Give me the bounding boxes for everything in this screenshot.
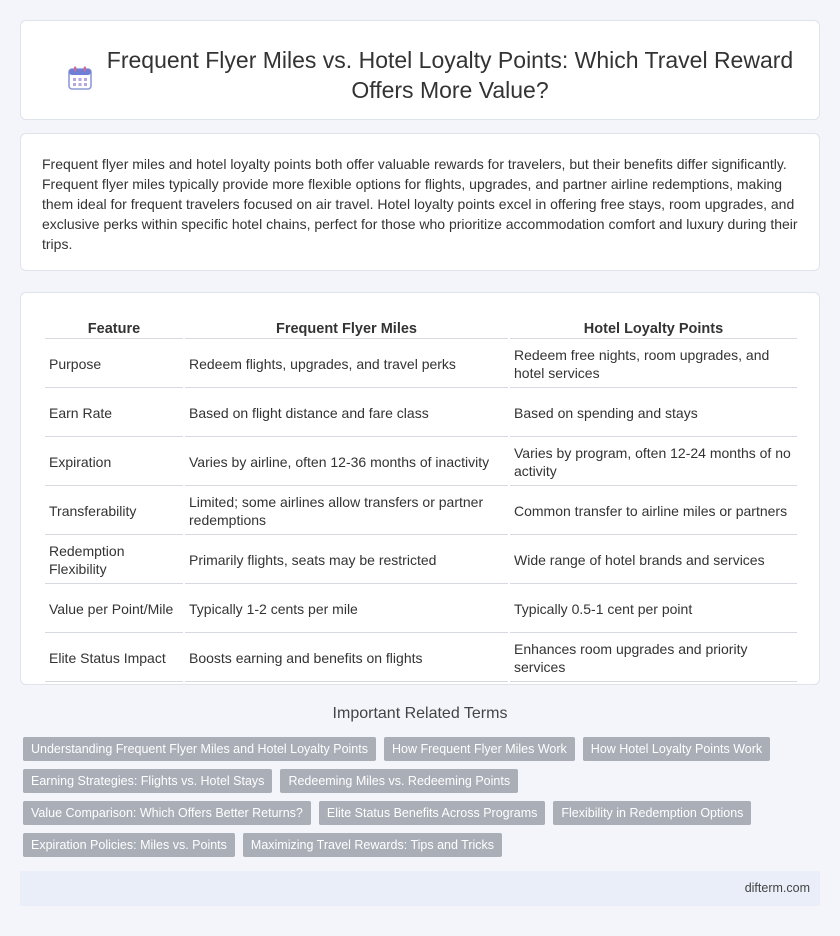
table-header-row xyxy=(45,311,797,339)
table-row xyxy=(45,537,797,584)
points-cell: Redeem free nights, room upgrades, and hotel services xyxy=(510,341,797,388)
points-cell: Enhances room upgrades and priority services xyxy=(510,635,797,682)
miles-cell: Limited; some airlines allow transfers or partner redemptions xyxy=(185,488,508,535)
table-row xyxy=(45,488,797,535)
header-feature: Feature xyxy=(45,311,183,339)
feature-cell: Purpose xyxy=(45,341,183,388)
header-hotel-loyalty-points: Hotel Loyalty Points xyxy=(510,311,797,339)
table-row xyxy=(45,439,797,486)
table-row xyxy=(45,586,797,633)
page-title: Frequent Flyer Miles vs. Hotel Loyalty Points: Which Travel Reward Offers More Value? xyxy=(106,47,794,103)
intro-card xyxy=(20,133,820,271)
related-term-tag[interactable]: Value Comparison: Which Offers Better Returns? xyxy=(23,801,311,825)
table-row xyxy=(45,390,797,437)
points-cell: Typically 0.5-1 cent per point xyxy=(510,586,797,633)
miles-cell: Varies by airline, often 12-36 months of inactivity xyxy=(185,439,508,486)
comparison-table xyxy=(43,309,799,684)
points-cell: Based on spending and stays xyxy=(510,390,797,437)
miles-cell: Based on flight distance and fare class xyxy=(185,390,508,437)
feature-cell: Expiration xyxy=(45,439,183,486)
table-row xyxy=(45,635,797,682)
miles-cell: Boosts earning and benefits on flights xyxy=(185,635,508,682)
related-term-tag[interactable]: Earning Strategies: Flights vs. Hotel Stays xyxy=(23,769,272,793)
miles-cell: Redeem flights, upgrades, and travel perks xyxy=(185,341,508,388)
feature-cell: Value per Point/Mile xyxy=(45,586,183,633)
footer-site-link[interactable]: difterm.com xyxy=(744,881,810,895)
related-term-tag[interactable]: How Hotel Loyalty Points Work xyxy=(583,737,770,761)
related-term-tag[interactable]: Understanding Frequent Flyer Miles and Hotel Loyalty Points xyxy=(23,737,376,761)
related-term-tag[interactable]: Maximizing Travel Rewards: Tips and Tricks xyxy=(243,833,502,857)
feature-cell: Elite Status Impact xyxy=(45,635,183,682)
feature-cell: Redemption Flexibility xyxy=(45,537,183,584)
title-card xyxy=(20,20,820,120)
comparison-table-card xyxy=(20,292,820,685)
points-cell: Common transfer to airline miles or partners xyxy=(510,488,797,535)
intro-paragraph: Frequent flyer miles and hotel loyalty points both offer valuable rewards for travelers, but their benefits differ significantly. Frequent flyer miles typically provide more flexible options for flights, upgrades, and partner airline redemptions, making them ideal for frequent travelers focused on air travel. Hotel loyalty points excel in offering free stays, room upgrades, and exclusive perks within specific hotel chains, perfect for those who prioritize accommodation comfort and luxury during their trips. xyxy=(42,156,798,252)
related-term-tag[interactable]: Elite Status Benefits Across Programs xyxy=(319,801,546,825)
related-term-tag[interactable]: Flexibility in Redemption Options xyxy=(553,801,751,825)
related-terms-heading: Important Related Terms xyxy=(332,705,508,722)
feature-cell: Transferability xyxy=(45,488,183,535)
table-row xyxy=(45,341,797,388)
related-term-tag[interactable]: Redeeming Miles vs. Redeeming Points xyxy=(280,769,518,793)
footer xyxy=(20,871,820,906)
miles-cell: Typically 1-2 cents per mile xyxy=(185,586,508,633)
points-cell: Wide range of hotel brands and services xyxy=(510,537,797,584)
feature-cell: Earn Rate xyxy=(45,390,183,437)
miles-cell: Primarily flights, seats may be restricted xyxy=(185,537,508,584)
related-term-tag[interactable]: Expiration Policies: Miles vs. Points xyxy=(23,833,235,857)
points-cell: Varies by program, often 12-24 months of no activity xyxy=(510,439,797,486)
related-term-tag[interactable]: How Frequent Flyer Miles Work xyxy=(384,737,575,761)
related-terms-list xyxy=(23,737,813,857)
header-frequent-flyer-miles: Frequent Flyer Miles xyxy=(185,311,508,339)
